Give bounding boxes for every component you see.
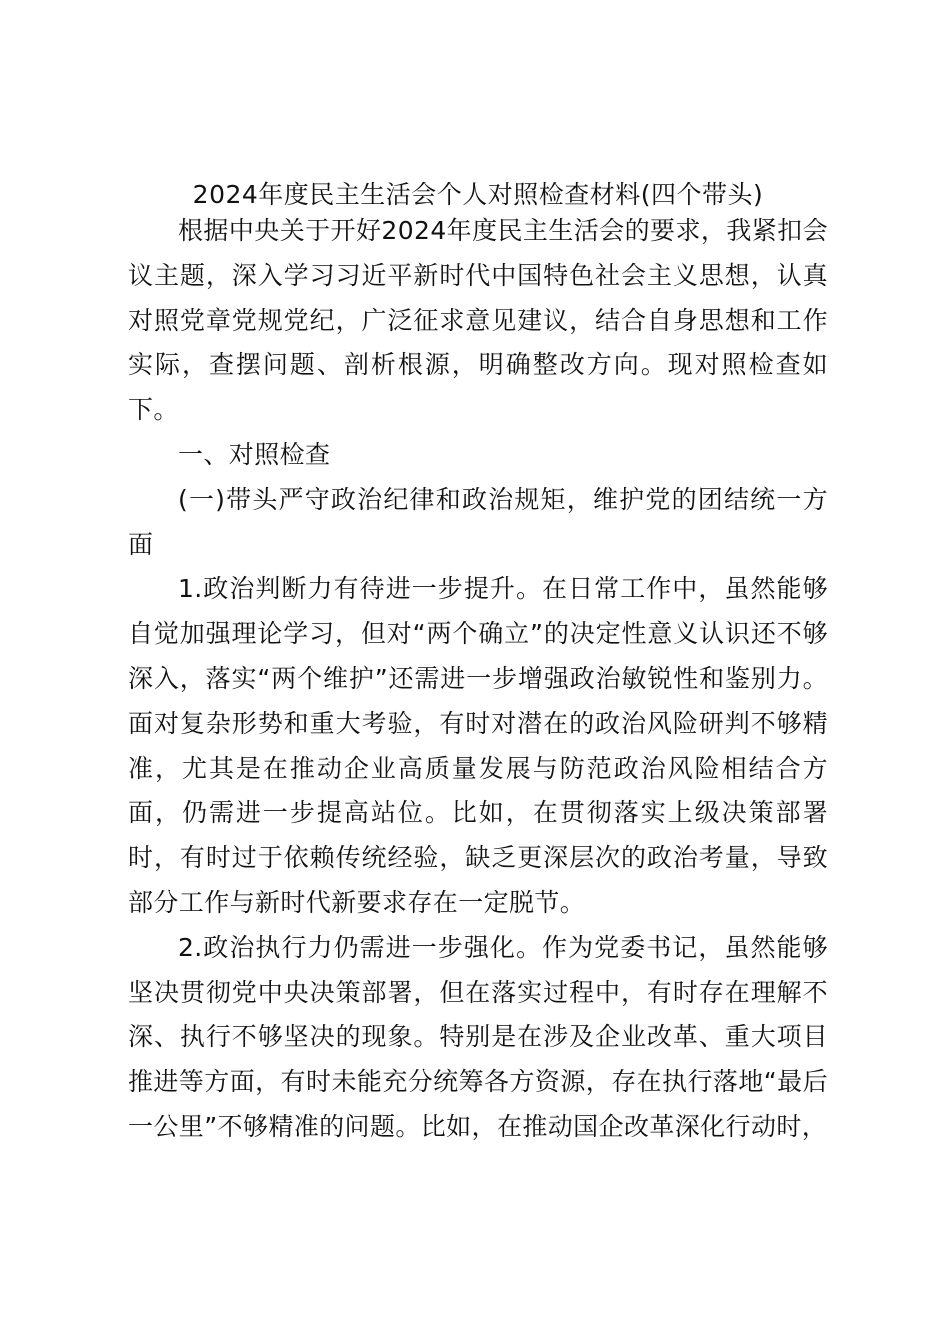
subsection-heading: (一)带头严守政治纪律和政治规矩，维护党的团结统一方面 (128, 484, 828, 559)
item-paragraph-1: 1.政治判断力有待进一步提升。在日常工作中，虽然能够自觉加强理论学习，但对“两个确立”的决定性意义认识还不够深入，落实“两个维护”还需进一步增强政治敏锐性和鉴别力。面对复杂形势和重大考验，有时对潜在的政治风险研判不够精准，尤其是在推动企业高质量发展与防范政治风险相结合方面，仍需进一步提高站位。比如，在贯彻落实上级决策部署时，有时过于依赖传统经验，缺乏更深层次的政治考量，导致部分工作与新时代新要求存在一定脱节。 (128, 574, 828, 917)
document-title: 2024年度民主生活会个人对照检查材料(四个带头) (192, 180, 764, 209)
document-body (128, 209, 828, 1150)
section-heading: 一、对照检查 (178, 439, 331, 469)
intro-paragraph: 根据中央关于开好2024年度民主生活会的要求，我紧扣会议主题，深入学习习近平新时代中国特色社会主义思想，认真对照党章党规党纪，广泛征求意见建议，结合自身思想和工作实际，查摆问题、剖析根源，明确整改方向。现对照检查如下。 (128, 216, 828, 425)
item-paragraph-2: 2.政治执行力仍需进一步强化。作为党委书记，虽然能够坚决贯彻党中央决策部署，但在落实过程中，有时存在理解不深、执行不够坚决的现象。特别是在涉及企业改革、重大项目推进等方面，有时未能充分统筹各方资源，存在执行落地“最后一公里”不够精准的问题。比如，在推动国企改革深化行动时， (128, 932, 828, 1141)
